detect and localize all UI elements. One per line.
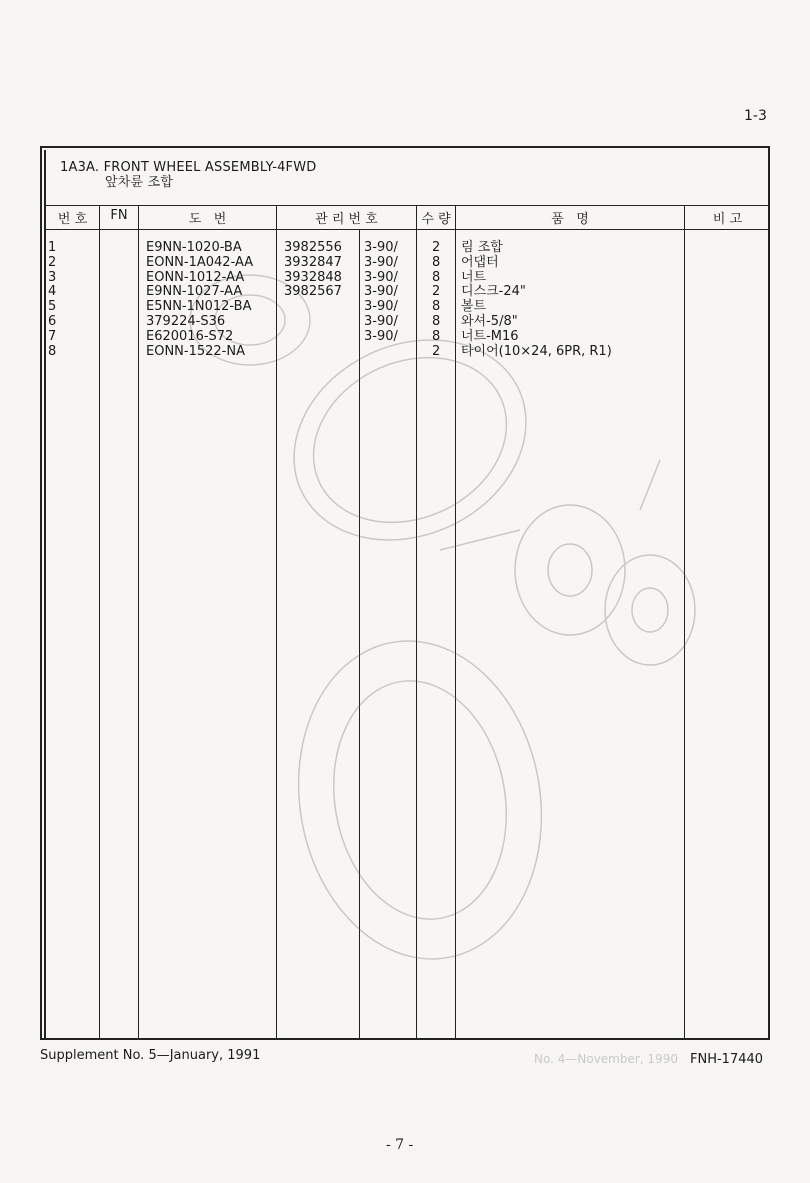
row-number: 2 <box>48 254 57 270</box>
part-number: EONN-1A042-AA <box>146 254 254 270</box>
header-no: 번 호 <box>57 212 88 227</box>
row-number: 1 <box>48 240 57 255</box>
effective-date: 3-90/ <box>364 299 398 315</box>
effective-date: 3-90/ <box>364 314 398 329</box>
row-number: 3 <box>48 269 57 285</box>
part-number: E9NN-1020-BA <box>146 240 242 255</box>
quantity: 8 <box>432 269 441 285</box>
quantity: 2 <box>432 284 441 300</box>
header-qty: 수 량 <box>421 212 451 227</box>
quantity: 8 <box>432 254 441 270</box>
header-mgmt-no: 관 리 번 호 <box>315 212 378 227</box>
header-bottom-line <box>44 229 770 230</box>
part-description: 타이어(10×24, 6PR, R1) <box>461 343 612 359</box>
effective-date: 3-90/ <box>364 328 398 344</box>
part-number: E620016-S72 <box>146 328 234 344</box>
quantity: 2 <box>432 343 441 359</box>
effective-date: 3-90/ <box>364 240 398 255</box>
row-number: 7 <box>48 328 57 344</box>
part-description: 림 조합 <box>461 240 503 255</box>
frame-inner-border <box>44 150 46 1040</box>
part-number: EONN-1012-AA <box>146 269 245 285</box>
header-top-line <box>44 205 770 206</box>
management-number: 3982567 <box>284 284 342 300</box>
part-number: E9NN-1027-AA <box>146 284 243 300</box>
quantity: 8 <box>432 299 441 315</box>
row-number: 5 <box>48 299 57 315</box>
section-title <box>60 160 317 190</box>
part-number: E5NN-1N012-BA <box>146 299 252 315</box>
quantity: 8 <box>432 314 441 329</box>
effective-date: 3-90/ <box>364 284 398 300</box>
part-description: 볼트 <box>461 299 487 315</box>
bottom-page-number: - 7 - <box>386 1137 414 1153</box>
footer-doc-number: FNH-17440 <box>690 1052 764 1067</box>
header-part-no: 도 번 <box>188 212 227 227</box>
row-number: 8 <box>48 343 57 359</box>
part-number: EONN-1522-NA <box>146 343 245 359</box>
effective-date: 3-90/ <box>364 254 398 270</box>
row-number: 6 <box>48 314 57 329</box>
header-desc: 품 명 <box>551 212 589 227</box>
part-description: 와셔-5/8" <box>461 314 518 329</box>
header-fn: FN <box>110 208 128 223</box>
part-description: 디스크-24" <box>461 284 526 300</box>
part-description: 너트 <box>461 269 487 285</box>
part-description: 어댑터 <box>461 254 499 270</box>
part-description: 너트-M16 <box>461 328 519 344</box>
row-number: 4 <box>48 284 57 300</box>
footer-supplement: Supplement No. 5—January, 1991 <box>40 1048 261 1063</box>
page-number-top: 1-3 <box>744 108 767 124</box>
footer-ghost-text: No. 4—November, 1990 <box>534 1052 678 1066</box>
quantity: 2 <box>432 240 441 255</box>
header-remark: 비 고 <box>712 212 743 227</box>
quantity: 8 <box>432 328 441 344</box>
effective-date: 3-90/ <box>364 269 398 285</box>
management-number: 3932848 <box>284 269 342 285</box>
management-number: 3932847 <box>284 254 342 270</box>
title-english: 1A3A. FRONT WHEEL ASSEMBLY-4FWD <box>60 160 317 175</box>
title-korean: 앞차륜 조합 <box>105 175 174 190</box>
part-number: 379224-S36 <box>146 314 226 329</box>
management-number: 3982556 <box>284 240 342 255</box>
